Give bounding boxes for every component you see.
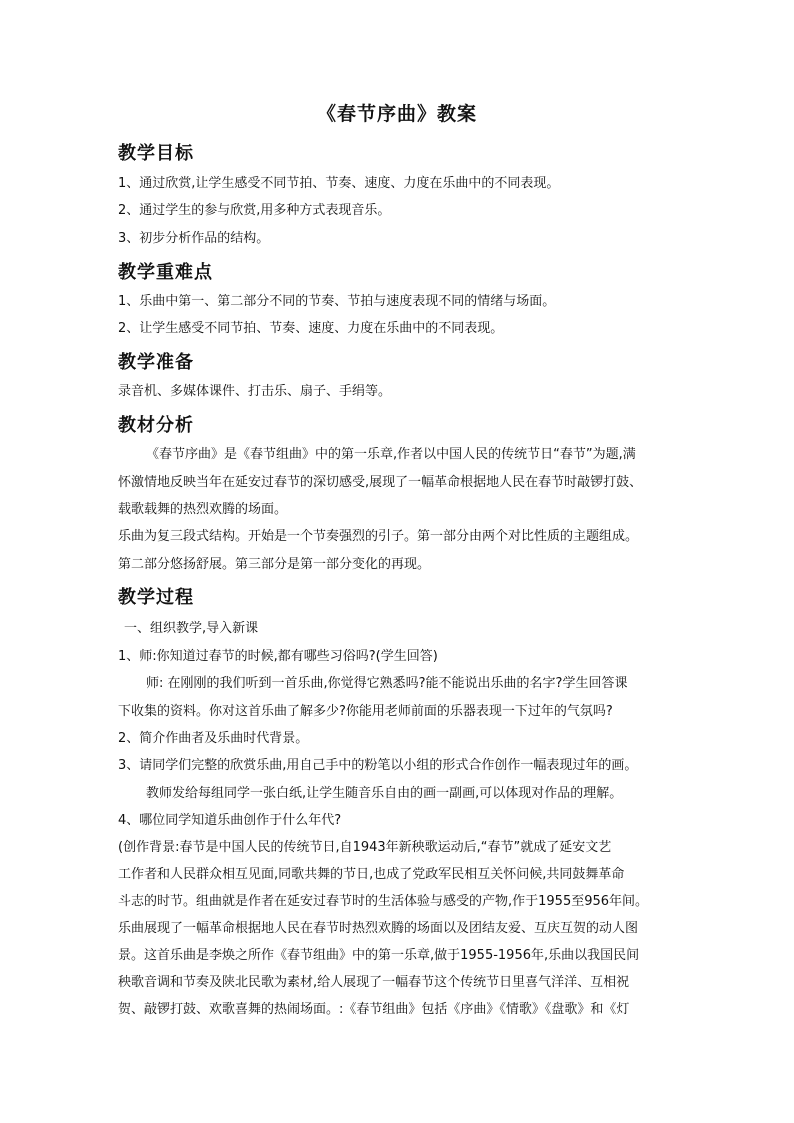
- process-line: 斗志的时节。组曲就是作者在延安过春节时的生活体验与感受的产物,作于1955至956年间。: [118, 894, 649, 909]
- process-line: 4、哪位同学知道乐曲创作于什么年代?: [118, 813, 342, 828]
- process-line: 秧歌音调和节奏及陕北民歌为素材,给人展现了一幅春节这个传统节日里喜气洋洋、互相祝: [118, 975, 630, 990]
- section-heading-analysis: 教材分析: [118, 415, 194, 436]
- process-line: 一、组织教学,导入新课: [124, 621, 259, 636]
- process-line: 1、师:你知道过春节的时候,都有哪些习俗吗?(学生回答): [118, 649, 438, 664]
- section-heading-preparation: 教学准备: [118, 352, 194, 373]
- process-line: 下收集的资料。你对这首乐曲了解多少?你能用老师前面的乐器表现一下过年的气氛吗?: [118, 704, 613, 719]
- preparation-item: 录音机、多媒体课件、打击乐、扇子、手绢等。: [118, 384, 392, 399]
- key-point-item: 1、乐曲中第一、第二部分不同的节奏、节拍与速度表现不同的情绪与场面。: [118, 294, 556, 309]
- process-line: 贺、敲锣打鼓、欢歌喜舞的热闹场面。:《春节组曲》包括《序曲》《情歌》《盘歌》和《灯: [118, 1002, 630, 1017]
- process-line: 景。这首乐曲是李焕之所作《春节组曲》中的第一乐章,做于1955-1956年,乐曲以我国民间: [118, 948, 640, 963]
- process-line: 3、请同学们完整的欣赏乐曲,用自己手中的粉笔以小组的形式合作创作一幅表现过年的画。: [118, 758, 638, 773]
- document-title: 《春节序曲》教案: [316, 103, 477, 125]
- process-line: 乐曲展现了一幅革命根据地人民在春节时热烈欢腾的场面以及团结友爱、互庆互贺的动人图: [118, 921, 639, 936]
- goal-item: 1、通过欣赏,让学生感受不同节拍、节奏、速度、力度在乐曲中的不同表现。: [118, 176, 560, 191]
- key-point-item: 2、让学生感受不同节拍、节奏、速度、力度在乐曲中的不同表现。: [118, 321, 504, 336]
- process-line: 工作者和人民群众相互见面,同歌共舞的节日,也成了党政军民相互关怀问候,共同鼓舞革命: [118, 867, 625, 882]
- analysis-line: 第二部分悠扬舒展。第三部分是第一部分变化的再现。: [118, 557, 431, 572]
- process-line: 教师发给每组同学一张白纸,让学生随音乐自由的画一副画,可以体现对作品的理解。: [146, 786, 623, 801]
- process-line: 师: 在刚刚的我们听到一首乐曲,你觉得它熟悉吗?能不能说出乐曲的名字?学生回答课: [146, 676, 628, 691]
- analysis-line: 怀激情地反映当年在延安过春节的深切感受,展现了一幅革命根据地人民在春节时敲锣打鼓、: [118, 475, 643, 490]
- analysis-line: 《春节序曲》是《春节组曲》中的第一乐章,作者以中国人民的传统节日“春节”为题,满: [146, 447, 636, 462]
- section-heading-process: 教学过程: [118, 587, 194, 608]
- goal-item: 2、通过学生的参与欣赏,用多种方式表现音乐。: [118, 203, 391, 218]
- process-line: (创作背景:春节是中国人民的传统节日,自1943年新秧歌运动后,“春节”就成了延安文艺: [118, 840, 612, 855]
- analysis-line: 乐曲为复三段式结构。开始是一个节奏强烈的引子。第一部分由两个对比性质的主题组成。: [118, 529, 639, 544]
- goal-item: 3、初步分析作品的结构。: [118, 231, 270, 246]
- section-heading-key-points: 教学重难点: [118, 262, 213, 283]
- section-heading-goals: 教学目标: [118, 143, 194, 164]
- analysis-line: 载歌载舞的热烈欢腾的场面。: [118, 502, 288, 517]
- process-line: 2、简介作曲者及乐曲时代背景。: [118, 731, 309, 746]
